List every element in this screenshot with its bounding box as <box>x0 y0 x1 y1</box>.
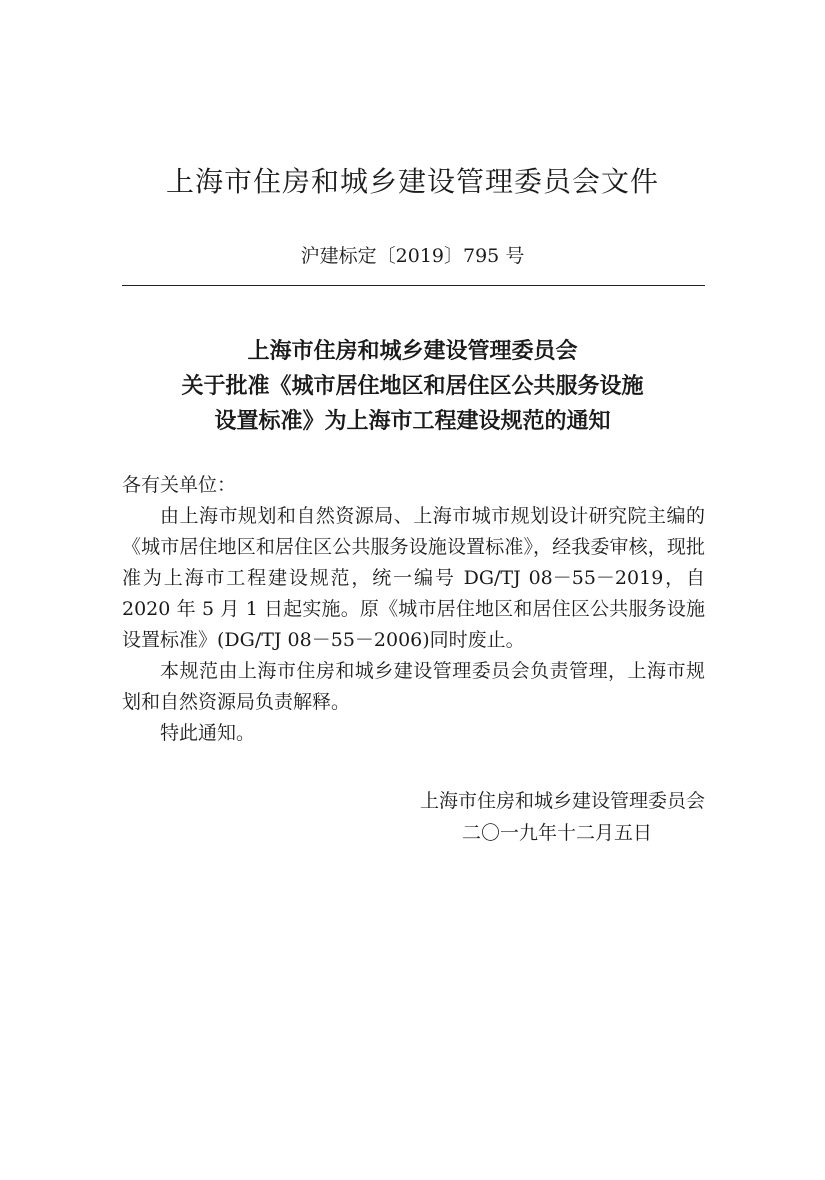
body-paragraph-3: 特此通知。 <box>160 722 256 744</box>
notice-title <box>0 334 825 439</box>
body-paragraph-1: 由上海市规划和自然资源局、上海市城市规划设计研究院主编的《城市居住地区和居住区公共服务设施设置标准》，经我委审核，现批准为上海市工程建设规范，统一编号 DG/TJ 08－55－2019，自 2020 年 5 月 1 日起实施。原《城市居住地区和居住区公共服务设施设置标准》(DG/TJ 08－55－2006)同时废止。 <box>122 505 705 651</box>
header-divider <box>122 285 705 286</box>
notice-body <box>122 470 705 749</box>
signature-block <box>420 785 705 849</box>
notice-title-line-2: 关于批准《城市居住地区和居住区公共服务设施 <box>181 374 644 399</box>
notice-title-line-1: 上海市住房和城乡建设管理委员会 <box>247 339 578 364</box>
salutation: 各有关单位： <box>122 474 237 496</box>
signature-date: 二〇一九年十二月五日 <box>461 822 652 844</box>
signature-organization: 上海市住房和城乡建设管理委员会 <box>419 790 705 812</box>
body-paragraph-2: 本规范由上海市住房和城乡建设管理委员会负责管理，上海市规划和自然资源局负责解释。 <box>122 660 705 713</box>
document-header-title: 上海市住房和城乡建设管理委员会文件 <box>165 165 659 198</box>
document-number: 沪建标定〔2019〕795 号 <box>300 245 525 267</box>
notice-title-line-3: 设置标准》为上海市工程建设规范的通知 <box>214 409 611 434</box>
